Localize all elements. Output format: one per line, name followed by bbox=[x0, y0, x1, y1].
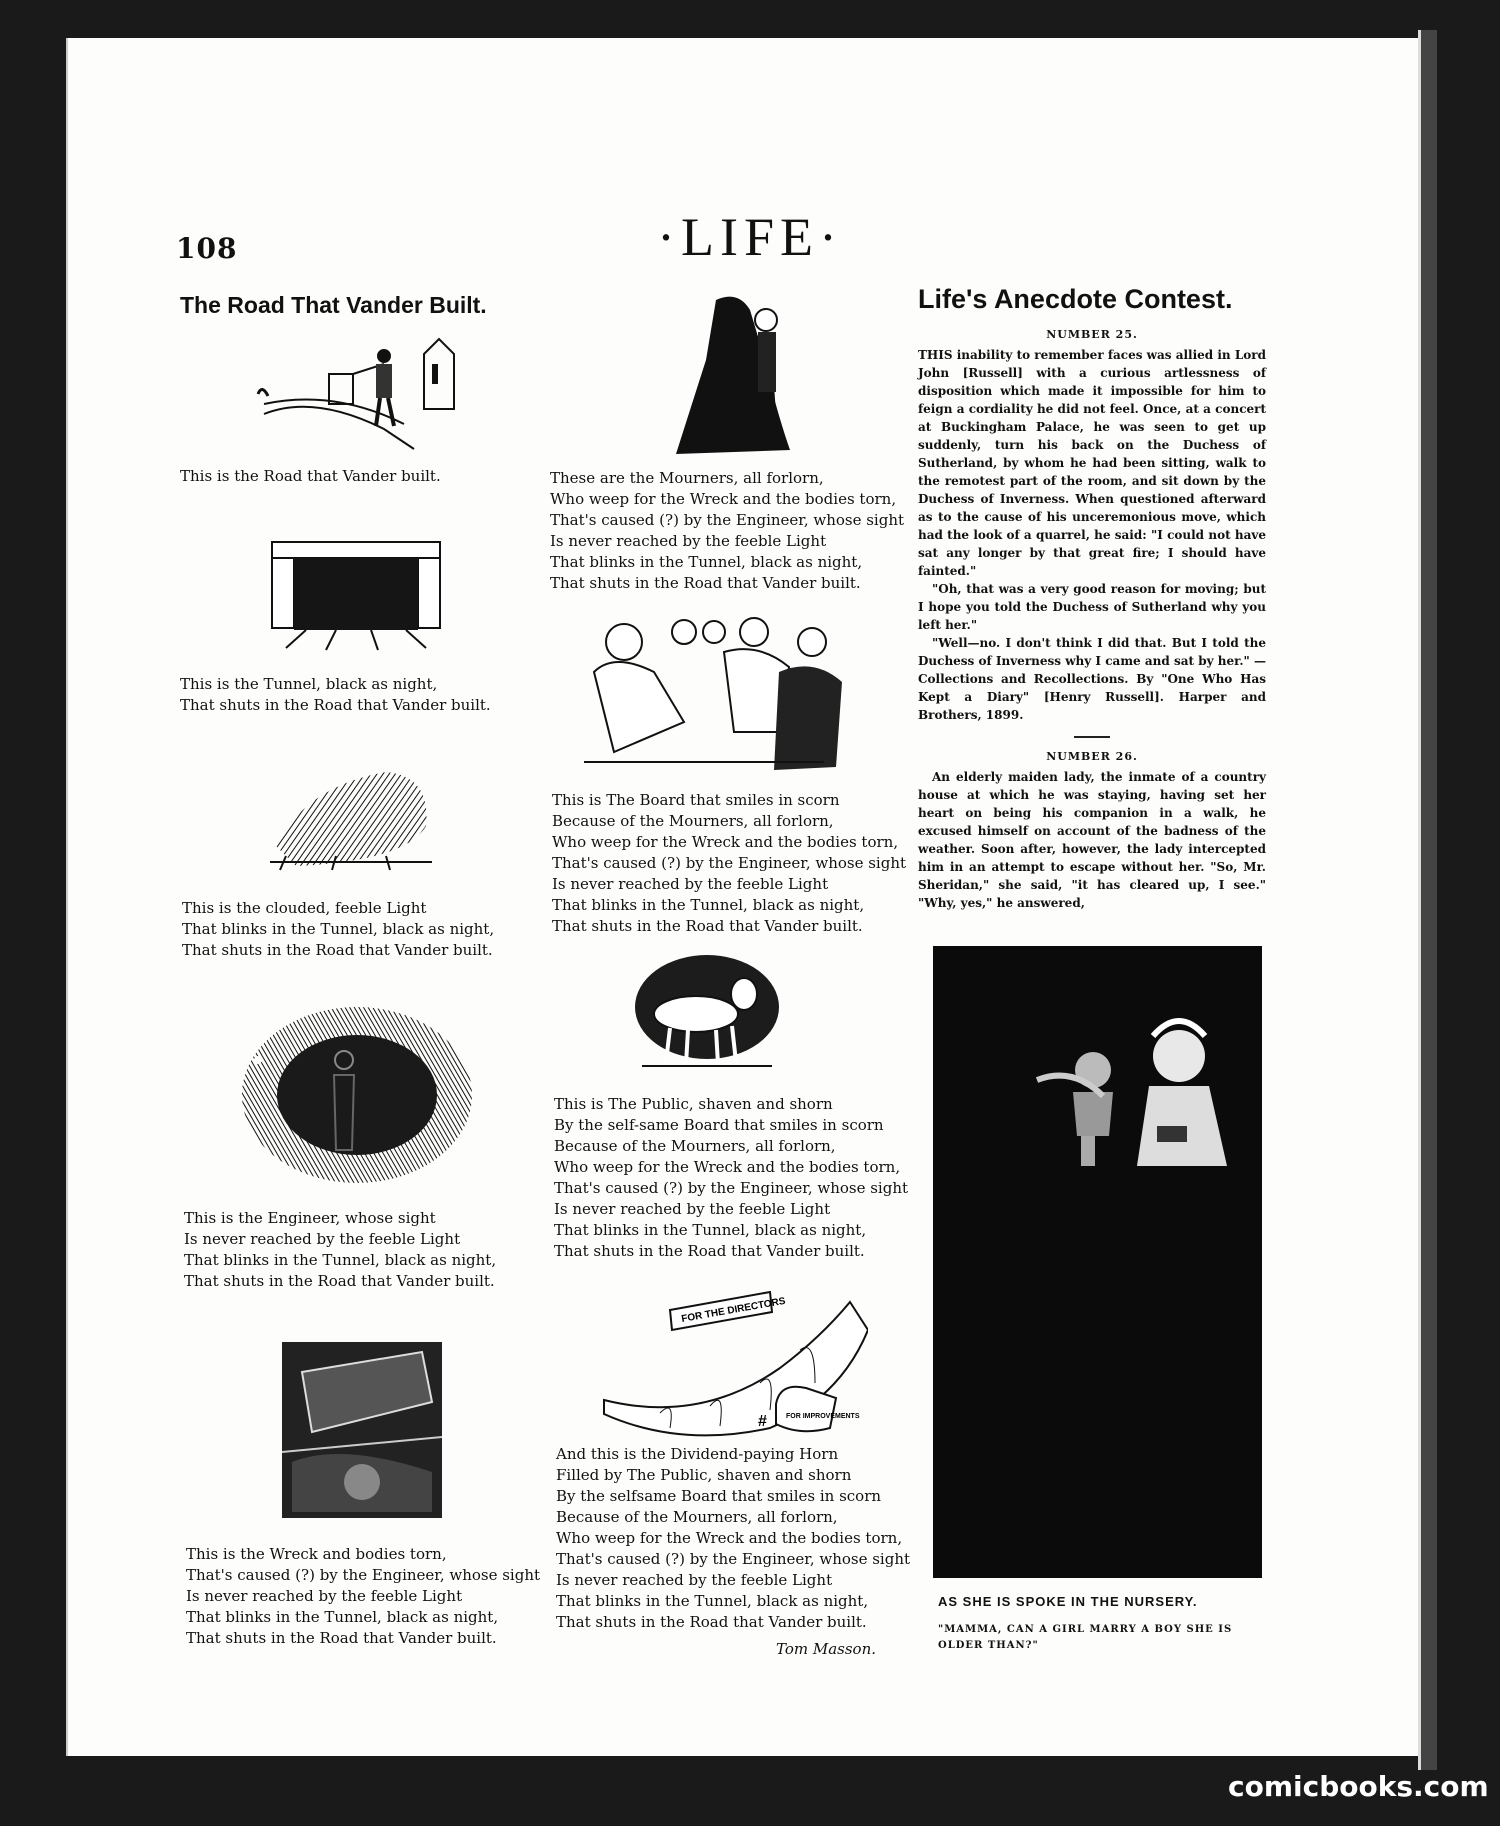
board-illustration bbox=[574, 612, 846, 772]
lamb-illustration bbox=[632, 952, 782, 1072]
stanza-public: This is The Public, shaven and shorn By the self-same Board that smiles in scorn Because of the Mourners, all forlorn, Who weep for the Wreck and the bodies torn, That's caused (?) by the Engineer, whose sight Is never reached by the feeble Light That blinks in the Tunnel, black as night, That shuts in the Road that Vander built. bbox=[554, 1095, 909, 1260]
stanza-engineer: This is the Engineer, whose sight Is never reached by the feeble Light That blinks in the Tunnel, black as night, That shuts in the Road that Vander built. bbox=[184, 1209, 497, 1290]
page-number: 108 bbox=[176, 232, 238, 265]
light-illustration bbox=[266, 766, 436, 872]
stanza-mourners: These are the Mourners, all forlorn, Who weep for the Wreck and the bodies torn, That's caused (?) by the Engineer, whose sight Is never reached by the feeble Light That blinks in the Tunnel, black as night, That shuts in the Road that Vander built. bbox=[550, 469, 905, 592]
stanza-tunnel: This is the Tunnel, black as night, That shuts in the Road that Vander built. bbox=[180, 675, 491, 714]
anecdote-25-paragraph: "Oh, that was a very good reason for moving; but I hope you told the Duchess of Sutherland why you left her." bbox=[918, 582, 1266, 632]
horn-bag-mark: # bbox=[758, 1413, 767, 1430]
horn-illustration bbox=[600, 1288, 868, 1442]
stanza-horn: And this is the Dividend-paying Horn Filled by The Public, shaven and shorn By the selfsame Board that smiles in scorn Because of the Mourners, all forlorn, Who weep for the Wreck and the bodies torn, That's caused (?) by the Engineer, whose sight Is never reached by the feeble Light That blinks in the Tunnel, black as night, That shuts in the Road that Vander built. bbox=[556, 1445, 911, 1631]
cartoon-quote: "MAMMA, CAN A GIRL MARRY A BOY SHE IS OLDER THAN?" bbox=[938, 1624, 1233, 1651]
poem-title: The Road That Vander Built. bbox=[180, 292, 487, 318]
stanza-light: This is the clouded, feeble Light That blinks in the Tunnel, black as night, That shuts in the Road that Vander built. bbox=[182, 899, 495, 959]
tunnel-illustration bbox=[266, 538, 446, 652]
engineer-illustration bbox=[234, 1000, 480, 1190]
anecdote-25-paragraph: THIS inability to remember faces was allied in Lord John [Russell] with a curious artlessness of disposition which made it impossible for him to feign a cordiality he did not feel. Once, at a concert at Buckingham Palace, he was seen to get up suddenly, turn his back on the Duchess of Sutherland, by whom he had been sitting, walk to the remotest part of the room, and sit down by the Duchess of Inverness. When questioned afterward as to the cause of his unceremonious move, which had the look of a quarrel, he said: "I could not have sat any longer by that great fire; I should have fainted." bbox=[918, 348, 1266, 578]
masthead: ·LIFE· bbox=[657, 207, 843, 267]
stanza-wreck: This is the Wreck and bodies torn, That's caused (?) by the Engineer, whose sight Is never reached by the feeble Light That blinks in the Tunnel, black as night, That shuts in the Road that Vander built. bbox=[186, 1545, 541, 1647]
stanza-board: This is The Board that smiles in scorn Because of the Mourners, all forlorn, Who weep for the Wreck and the bodies torn, That's caused (?) by the Engineer, whose sight Is never reached by the feeble Light That blinks in the Tunnel, black as night, That shuts in the Road that Vander built. bbox=[552, 791, 907, 935]
anecdote-title: Life's Anecdote Contest. bbox=[918, 284, 1233, 314]
byline: Tom Masson. bbox=[776, 1640, 877, 1658]
anecdote-26-paragraph: An elderly maiden lady, the inmate of a country house at which he was staying, having set her heart on being his companion in a walk, he excused himself on account of the badness of the weather. Soon after, however, the lady intercepted him in an attempt to escape without her. "So, Mr. Sheridan," she said, "it has cleared up, I see." "Why, yes," he answered, bbox=[918, 770, 1266, 910]
wreck-illustration bbox=[282, 1342, 442, 1518]
stanza-road: This is the Road that Vander built. bbox=[180, 467, 441, 485]
number-26-heading: NUMBER 26. bbox=[1046, 750, 1138, 763]
mourner-illustration bbox=[666, 290, 796, 458]
section-divider bbox=[1074, 736, 1110, 738]
horn-bag-label: FOR IMPROVEMENTS bbox=[786, 1413, 860, 1420]
horn-ribbon-label: FOR THE DIRECTORS bbox=[680, 1295, 787, 1325]
anecdote-text bbox=[918, 324, 1266, 912]
site-watermark: comicbooks.com bbox=[1228, 1770, 1489, 1803]
next-page-edge bbox=[1418, 30, 1437, 1770]
nursery-cartoon bbox=[933, 946, 1262, 1578]
road-illustration bbox=[254, 334, 464, 454]
number-25-heading: NUMBER 25. bbox=[1046, 328, 1138, 341]
cartoon-caption: AS SHE IS SPOKE IN THE NURSERY. bbox=[938, 1594, 1198, 1609]
anecdote-25-paragraph: "Well—no. I don't think I did that. But I told the Duchess of Inverness why I came and sat by her." — Collections and Recollections. By "One Who Has Kept a Diary" [Henry Russell]. Harper and Brothers, 1899. bbox=[918, 636, 1266, 722]
